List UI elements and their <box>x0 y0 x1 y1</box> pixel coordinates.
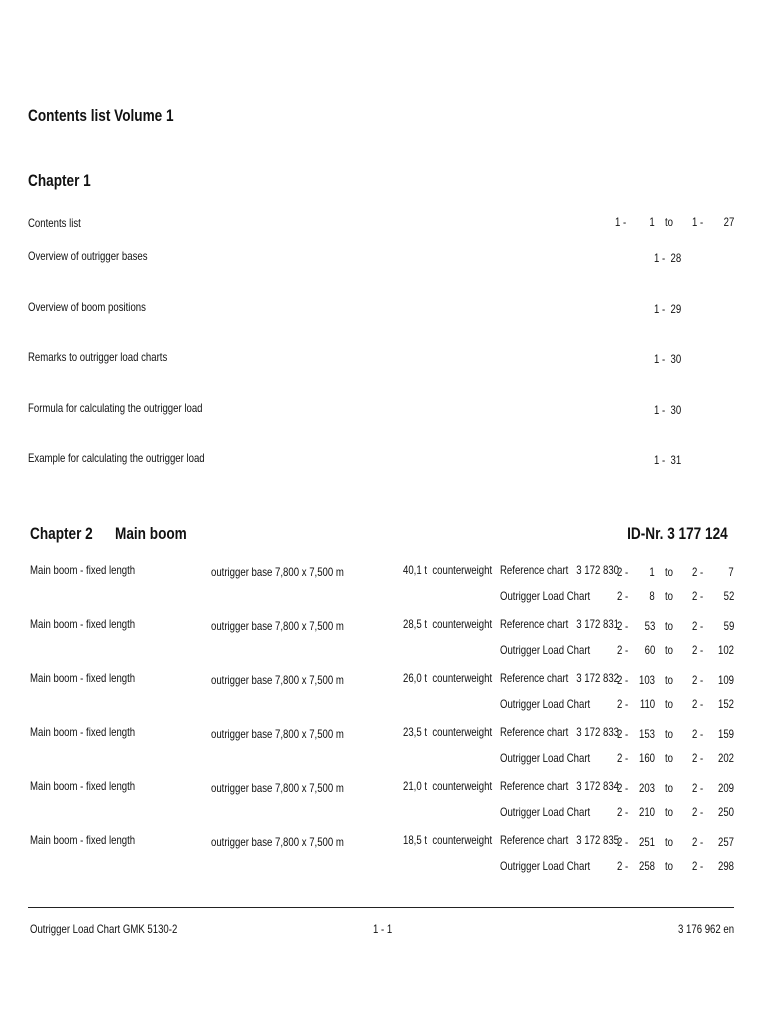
footer-document-title: Outrigger Load Chart GMK 5130-2 <box>30 922 178 936</box>
page-end-prefix: 2 - <box>692 589 704 603</box>
page-start-prefix: 2 - <box>617 619 629 633</box>
page-start-prefix: 2 - <box>617 805 629 819</box>
page-end: 152 <box>717 697 734 711</box>
page-end-prefix: 2 - <box>692 619 704 633</box>
counterweight: 23,5 t counterweight <box>403 725 493 739</box>
reference-chart: Reference chart 3 172 830 <box>500 563 620 577</box>
entry-label: Main boom - fixed length <box>30 671 136 685</box>
entry-label: Main boom - fixed length <box>30 725 136 739</box>
chapter-1-entry-label: Remarks to outrigger load charts <box>28 350 168 364</box>
page-start-prefix: 2 - <box>617 565 629 579</box>
counterweight: 18,5 t counterweight <box>403 833 493 847</box>
page-start-prefix: 2 - <box>617 643 629 657</box>
page-end-prefix: 2 - <box>692 859 704 873</box>
outrigger-load-chart: Outrigger Load Chart <box>500 751 591 765</box>
page-to: to <box>665 697 674 711</box>
reference-chart: Reference chart 3 172 835 <box>500 833 620 847</box>
outrigger-load-chart: Outrigger Load Chart <box>500 697 591 711</box>
page-to: to <box>665 643 674 657</box>
page-start-prefix: 2 - <box>617 697 629 711</box>
chapter-2-id-number: ID-Nr. 3 177 124 <box>627 524 728 543</box>
page-start: 103 <box>638 673 655 687</box>
page-end: 257 <box>717 835 734 849</box>
chapter-2-subject: Main boom <box>115 524 187 543</box>
page-start-prefix: 2 - <box>617 781 629 795</box>
page-end-prefix: 2 - <box>692 565 704 579</box>
entry-label: Main boom - fixed length <box>30 563 136 577</box>
page-to: to <box>665 859 674 873</box>
page-start: 1 <box>649 565 655 579</box>
outrigger-base: outrigger base 7,800 x 7,500 m <box>211 565 344 579</box>
chapter-1-entry-page: 1 - 30 <box>654 352 682 366</box>
counterweight: 26,0 t counterweight <box>403 671 493 685</box>
outrigger-base: outrigger base 7,800 x 7,500 m <box>211 727 344 741</box>
page-end: 298 <box>717 859 734 873</box>
page-to: to <box>665 751 674 765</box>
chapter-1-entry-label: Example for calculating the outrigger load <box>28 451 205 465</box>
page-start-prefix: 2 - <box>617 835 629 849</box>
page-end-prefix: 2 - <box>692 727 704 741</box>
footer-document-number: 3 176 962 en <box>677 922 734 936</box>
page-end-prefix: 2 - <box>692 751 704 765</box>
page-start: 251 <box>638 835 655 849</box>
page-end: 202 <box>717 751 734 765</box>
page-start: 60 <box>644 643 655 657</box>
outrigger-base: outrigger base 7,800 x 7,500 m <box>211 835 344 849</box>
chapter-1-entry-label: Overview of outrigger bases <box>28 249 148 263</box>
page-title: Contents list Volume 1 <box>28 106 174 125</box>
page-end: 209 <box>717 781 734 795</box>
page-end: 159 <box>717 727 734 741</box>
entry-label: Main boom - fixed length <box>30 617 136 631</box>
page-start-prefix: 2 - <box>617 751 629 765</box>
footer-divider <box>28 907 734 908</box>
counterweight: 40,1 t counterweight <box>403 563 493 577</box>
entry-page-start-prefix: 1 - <box>615 215 627 229</box>
page-to: to <box>665 781 674 795</box>
page-start: 210 <box>638 805 655 819</box>
page-start: 153 <box>638 727 655 741</box>
page-end: 102 <box>717 643 734 657</box>
page-to: to <box>665 673 674 687</box>
counterweight: 21,0 t counterweight <box>403 779 493 793</box>
counterweight: 28,5 t counterweight <box>403 617 493 631</box>
page-end: 52 <box>723 589 734 603</box>
chapter-1-entry-page: 1 - 28 <box>654 251 682 265</box>
page-start: 258 <box>638 859 655 873</box>
page-start: 203 <box>638 781 655 795</box>
outrigger-load-chart: Outrigger Load Chart <box>500 805 591 819</box>
reference-chart: Reference chart 3 172 832 <box>500 671 620 685</box>
outrigger-base: outrigger base 7,800 x 7,500 m <box>211 619 344 633</box>
page-end-prefix: 2 - <box>692 835 704 849</box>
page-end-prefix: 2 - <box>692 643 704 657</box>
entry-page-end: 27 <box>723 215 734 229</box>
outrigger-base: outrigger base 7,800 x 7,500 m <box>211 673 344 687</box>
footer-page-number: 1 - 1 <box>373 922 393 936</box>
page-end-prefix: 2 - <box>692 805 704 819</box>
chapter-1-entry-page: 1 - 29 <box>654 302 682 316</box>
page-start-prefix: 2 - <box>617 589 629 603</box>
page-to: to <box>665 835 674 849</box>
page-end-prefix: 2 - <box>692 781 704 795</box>
page-end-prefix: 2 - <box>692 673 704 687</box>
chapter-1-heading: Chapter 1 <box>28 171 91 190</box>
page-end-prefix: 2 - <box>692 697 704 711</box>
page-end: 7 <box>728 565 734 579</box>
reference-chart: Reference chart 3 172 834 <box>500 779 620 793</box>
entry-label: Main boom - fixed length <box>30 833 136 847</box>
page-to: to <box>665 619 674 633</box>
entry-label: Contents list <box>28 216 81 230</box>
outrigger-load-chart: Outrigger Load Chart <box>500 859 591 873</box>
chapter-1-entry-label: Overview of boom positions <box>28 300 146 314</box>
page-start: 110 <box>639 697 655 711</box>
page-end: 250 <box>717 805 734 819</box>
reference-chart: Reference chart 3 172 833 <box>500 725 620 739</box>
page-start-prefix: 2 - <box>617 859 629 873</box>
chapter-1-entry-label: Formula for calculating the outrigger load <box>28 401 203 415</box>
reference-chart: Reference chart 3 172 831 <box>500 617 620 631</box>
page-end: 109 <box>717 673 734 687</box>
page-start: 53 <box>644 619 655 633</box>
entry-page-start: 1 <box>649 215 655 229</box>
page-to: to <box>665 805 674 819</box>
chapter-2-heading: Chapter 2 <box>30 524 93 543</box>
entry-label: Main boom - fixed length <box>30 779 136 793</box>
page-start-prefix: 2 - <box>617 727 629 741</box>
page-to: to <box>665 589 674 603</box>
page-end: 59 <box>723 619 734 633</box>
page-start-prefix: 2 - <box>617 673 629 687</box>
page-to: to <box>665 565 674 579</box>
entry-page-end-prefix: 1 - <box>692 215 704 229</box>
chapter-1-entry-page: 1 - 31 <box>654 453 682 467</box>
outrigger-load-chart: Outrigger Load Chart <box>500 589 591 603</box>
page-to: to <box>665 727 674 741</box>
chapter-1-entry-page: 1 - 30 <box>654 403 682 417</box>
page-start: 160 <box>638 751 655 765</box>
outrigger-load-chart: Outrigger Load Chart <box>500 643 591 657</box>
page-start: 8 <box>649 589 655 603</box>
outrigger-base: outrigger base 7,800 x 7,500 m <box>211 781 344 795</box>
entry-to: to <box>665 215 674 229</box>
